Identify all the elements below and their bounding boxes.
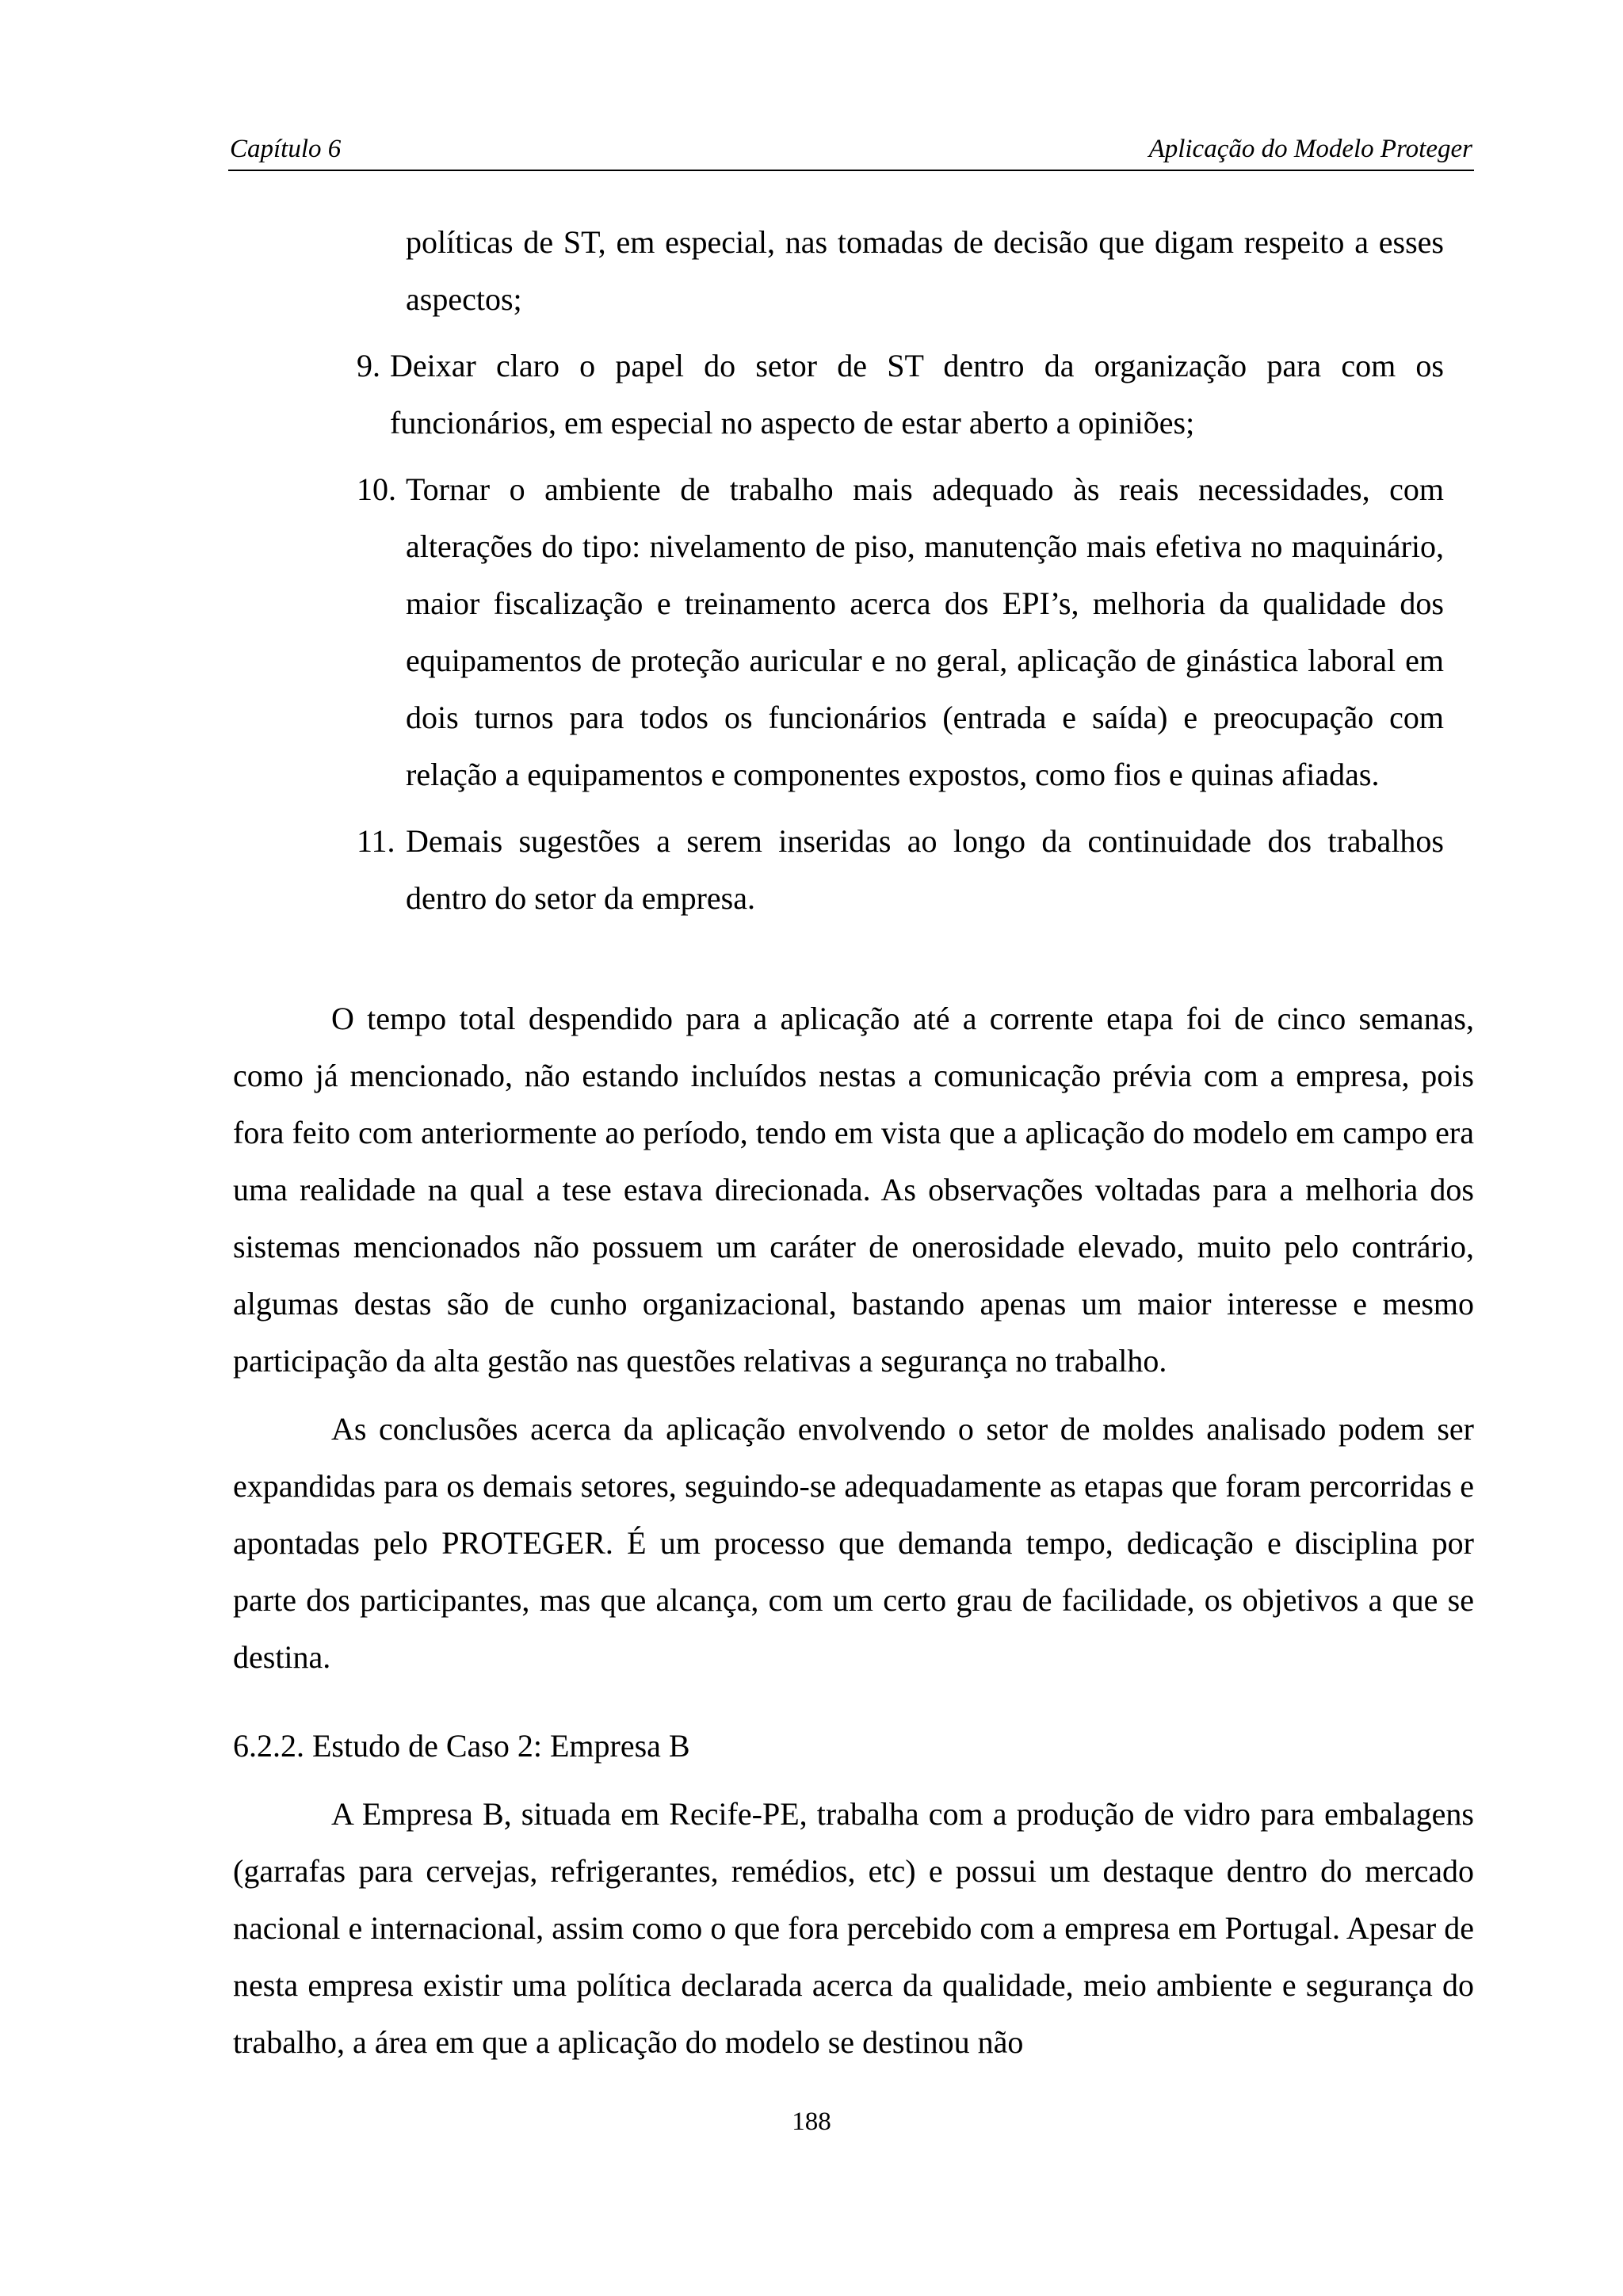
list-item-number: 10. [357, 471, 396, 507]
paragraph: O tempo total despendido para a aplicação até a corrente etapa foi de cinco semanas, como já mencionado, não estando incluídos nestas a comunicação prévia com a empresa, pois fora feito com anteriormente ao período, tendo em vista que a aplicação do modelo em campo era uma realidade na qual a tese estava direcionada. As observações voltadas para a melhoria dos sistemas mencionados não possuem um caráter de onerosidade elevado, muito pelo contrário, algumas destas são de cunho organizacional, bastando apenas um maior interesse e mesmo participação da alta gestão nas questões relativas a segurança no trabalho. [233, 1001, 1474, 1379]
list-item-text: Tornar o ambiente de trabalho mais adequado às reais necessidades, com alterações do tipo: nivelamento de piso, manutenção mais efetiva no maquinário, maior fiscalização e treinamento acerca dos EPI’s, melhoria da qualidade dos equipamentos de proteção auricular e no geral, aplicação de ginástica laboral em dois turnos para todos os funcionários (entrada e saída) e preocupação com relação a equipamentos e componentes expostos, como fios e quinas afiadas. [406, 471, 1444, 792]
list-item [357, 461, 1444, 803]
chapter-title: Aplicação do Modelo Proteger [1148, 135, 1472, 163]
list-item-text: Demais sugestões a serem inseridas ao longo da continuidade dos trabalhos dentro do setor da empresa. [406, 823, 1444, 916]
body-text [233, 990, 1474, 2071]
running-header [228, 133, 1474, 171]
list-item [357, 813, 1444, 927]
recommendations-list [357, 214, 1444, 927]
section-heading: 6.2.2. Estudo de Caso 2: Empresa B [233, 1728, 690, 1764]
list-item-number: 11. [357, 823, 395, 859]
paragraph: As conclusões acerca da aplicação envolvendo o setor de moldes analisado podem ser expandidas para os demais setores, seguindo-se adequadamente as etapas que foram percorridas e apontadas pelo PROTEGER. É um processo que demanda tempo, dedicação e disciplina por parte dos participantes, mas que alcança, com um certo grau de facilidade, os objetivos a que se destina. [233, 1411, 1474, 1675]
page-number: 188 [792, 2107, 831, 2136]
chapter-label: Capítulo 6 [230, 135, 342, 163]
list-continuation: políticas de ST, em especial, nas tomadas de decisão que digam respeito a esses aspectos; [406, 224, 1444, 317]
list-item-number: 9. [357, 348, 380, 383]
list-item [357, 338, 1444, 452]
list-item-text: Deixar claro o papel do setor de ST dentro da organização para com os funcionários, em especial no aspecto de estar aberto a opiniões; [390, 348, 1444, 441]
paragraph: A Empresa B, situada em Recife-PE, trabalha com a produção de vidro para embalagens (garrafas para cervejas, refrigerantes, remédios, etc) e possui um destaque dentro do mercado nacional e internacional, assim como o que fora percebido com a empresa em Portugal. Apesar de nesta empresa existir uma política declarada acerca da qualidade, meio ambiente e segurança do trabalho, a área em que a aplicação do modelo se destinou não [233, 1796, 1474, 2060]
